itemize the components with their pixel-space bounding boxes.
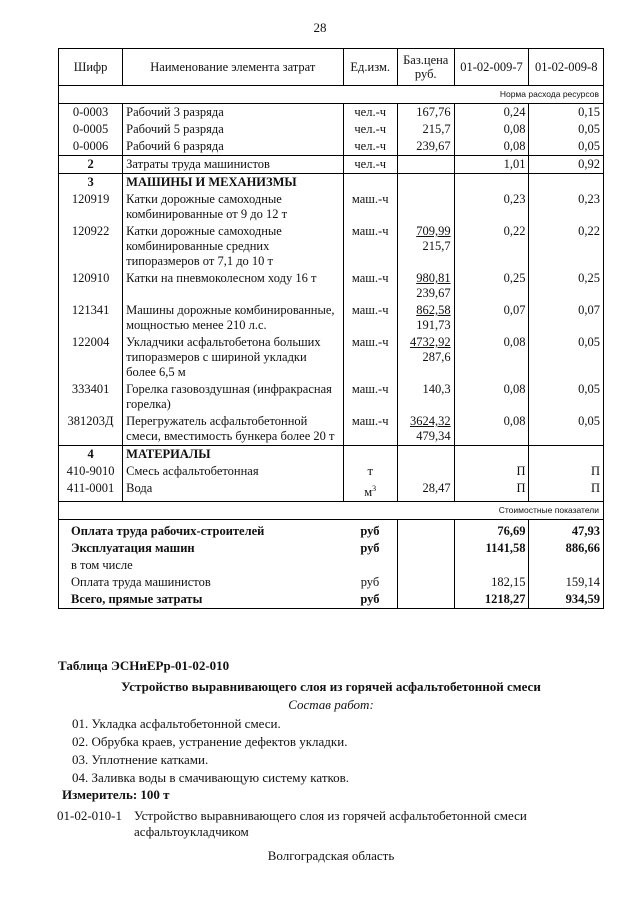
row-price-main: 3624,32: [409, 414, 451, 428]
row-b: 0,05: [529, 121, 604, 138]
row-name: Катки на пневмоколесном ходу 16 т: [123, 270, 343, 302]
row-b: 0,05: [529, 138, 604, 156]
row-a: П: [454, 463, 529, 480]
empty-cell: [397, 174, 454, 192]
row-a: 0,22: [454, 223, 529, 270]
table-row: [59, 302, 604, 334]
row-name: Катки дорожные самоходные комбинированные средних типоразмеров от 7,1 до 10 т: [123, 223, 343, 270]
header-base-price: Баз.цена руб.: [397, 49, 454, 86]
row-name: Перегружатель асфальтобетонной смеси, вместимость бункера более 20 т: [123, 413, 343, 446]
summary-unit: руб: [343, 520, 397, 541]
row-price-labor: 191,73: [416, 318, 451, 332]
row-name: Горелка газовоздушная (инфракрасная горелка): [123, 381, 343, 413]
row-a: 1,01: [454, 156, 529, 174]
empty-cell: [529, 174, 604, 192]
row-price: [397, 302, 454, 334]
summary-row: [59, 557, 604, 574]
row-b: 0,92: [529, 156, 604, 174]
table-row: [59, 104, 604, 122]
row-unit: маш.-ч: [343, 270, 397, 302]
row-price: [397, 191, 454, 223]
summary-b: [529, 557, 604, 574]
row-name: Рабочий 3 разряда: [123, 104, 343, 122]
summary-a: 1141,58: [454, 540, 529, 557]
row-unit: чел.-ч: [343, 104, 397, 122]
cost-note: Стоимостные показатели: [59, 502, 604, 520]
row-unit: [343, 480, 397, 502]
empty-cell: [397, 520, 454, 541]
row-code: 0-0003: [59, 104, 123, 122]
header-code: Шифр: [59, 49, 123, 86]
row-code: 0-0005: [59, 121, 123, 138]
row-price: [397, 463, 454, 480]
header-name: Наименование элемента затрат: [123, 49, 343, 86]
summary-row: [59, 520, 604, 541]
work-item: 03. Уплотнение катками.: [72, 752, 209, 767]
section-header-row: [59, 174, 604, 192]
row-price: [397, 413, 454, 446]
summary-b: 886,66: [529, 540, 604, 557]
row-price-labor: 287,6: [422, 350, 451, 364]
row-code: 120919: [59, 191, 123, 223]
row-name: Рабочий 5 разряда: [123, 121, 343, 138]
row-unit: маш.-ч: [343, 334, 397, 381]
row-price-labor: 215,7: [422, 239, 451, 253]
empty-cell: [343, 174, 397, 192]
row-price-main: 980,81: [416, 271, 451, 285]
row-code: 411-0001: [59, 480, 123, 502]
summary-unit: руб: [343, 540, 397, 557]
header-col-b: 01-02-009-8: [529, 49, 604, 86]
row-price-main: 862,58: [416, 303, 451, 317]
resource-norm-note: Норма расхода ресурсов: [59, 86, 604, 104]
row-name: Смесь асфальтобетонная: [123, 463, 343, 480]
section-code: 4: [59, 446, 123, 464]
row-b: П: [529, 480, 604, 502]
row-code: 0-0006: [59, 138, 123, 156]
summary-row: [59, 591, 604, 609]
row-code: 2: [59, 156, 123, 174]
measure-unit: Измеритель: 100 т: [62, 787, 170, 802]
composition-label: Состав работ:: [288, 697, 374, 712]
row-b: 0,23: [529, 191, 604, 223]
row-b: 0,05: [529, 381, 604, 413]
table-row: [59, 121, 604, 138]
row-name: Вода: [123, 480, 343, 502]
row-b: 0,07: [529, 302, 604, 334]
section-code: 3: [59, 174, 123, 192]
row-code: 120910: [59, 270, 123, 302]
table-row: [59, 480, 604, 502]
row-a: 0,24: [454, 104, 529, 122]
row-b: 0,15: [529, 104, 604, 122]
empty-cell: [397, 446, 454, 464]
row-unit: чел.-ч: [343, 138, 397, 156]
table-row: [59, 270, 604, 302]
row-b: 0,05: [529, 334, 604, 381]
row-code: 121341: [59, 302, 123, 334]
row-name: Рабочий 6 разряда: [123, 138, 343, 156]
row-price-main: 709,99: [416, 224, 451, 238]
summary-unit: [343, 557, 397, 574]
summary-a: 182,15: [454, 574, 529, 591]
empty-cell: [343, 446, 397, 464]
row-unit: т: [343, 463, 397, 480]
row-a: П: [454, 480, 529, 502]
table-row: [59, 191, 604, 223]
section-header-row: [59, 446, 604, 464]
row-a: 0,25: [454, 270, 529, 302]
work-item: 02. Обрубка краев, устранение дефектов укладки.: [72, 734, 348, 749]
row-name: Катки дорожные самоходные комбинированные от 9 до 12 т: [123, 191, 343, 223]
entry-code: 01-02-010-1: [57, 808, 122, 823]
resource-table: [58, 48, 604, 609]
row-price: 28,47: [397, 480, 454, 502]
empty-cell: [397, 591, 454, 609]
row-unit: маш.-ч: [343, 191, 397, 223]
summary-unit: руб: [343, 574, 397, 591]
row-unit: маш.-ч: [343, 223, 397, 270]
summary-a: 1218,27: [454, 591, 529, 609]
summary-b: 159,14: [529, 574, 604, 591]
table-subtitle: Устройство выравнивающего слоя из горячей асфальтобетонной смеси: [121, 679, 541, 694]
row-unit: чел.-ч: [343, 156, 397, 174]
row-code: 333401: [59, 381, 123, 413]
norm-note-row: [59, 86, 604, 104]
header-unit: Ед.изм.: [343, 49, 397, 86]
row-price: 215,7: [397, 121, 454, 138]
row-price-main: 4732,92: [409, 335, 451, 349]
row-price: [397, 270, 454, 302]
row-code: 120922: [59, 223, 123, 270]
table-row: [59, 138, 604, 156]
row-price: 167,76: [397, 104, 454, 122]
summary-row: [59, 540, 604, 557]
row-name: Укладчики асфальтобетона больших типоразмеров с шириной укладки более 6,5 м: [123, 334, 343, 381]
table-row: [59, 413, 604, 446]
footer-region: Волгоградская область: [267, 848, 395, 863]
page-number: 28: [313, 20, 327, 35]
summary-a: [454, 557, 529, 574]
row-a: 0,07: [454, 302, 529, 334]
summary-label: Оплата труда рабочих-строителей: [59, 520, 344, 541]
entry-description: Устройство выравнивающего слоя из горячей асфальтобетонной смеси асфальтоукладчиком: [134, 808, 527, 839]
row-a: 0,08: [454, 138, 529, 156]
cost-note-row: [59, 502, 604, 520]
empty-cell: [397, 574, 454, 591]
section-title: МАШИНЫ И МЕХАНИЗМЫ: [123, 174, 343, 192]
row-code: 122004: [59, 334, 123, 381]
row-price: [397, 156, 454, 174]
table-title: Таблица ЭСНиЕРр-01-02-010: [58, 658, 230, 673]
work-item: 04. Заливка воды в смачивающую систему катков.: [72, 770, 350, 785]
unit-superscript: 3: [372, 484, 377, 493]
row-a: 0,23: [454, 191, 529, 223]
table-row: [59, 156, 604, 174]
empty-cell: [397, 557, 454, 574]
row-name: Машины дорожные комбинированные, мощностью менее 210 л.с.: [123, 302, 343, 334]
row-price: 239,67: [397, 138, 454, 156]
summary-a: 76,69: [454, 520, 529, 541]
row-b: 0,05: [529, 413, 604, 446]
table-row: [59, 223, 604, 270]
summary-label: в том числе: [59, 557, 344, 574]
row-price-labor: 239,67: [416, 286, 451, 300]
summary-label: Оплата труда машинистов: [59, 574, 344, 591]
row-a: 0,08: [454, 381, 529, 413]
row-unit: маш.-ч: [343, 381, 397, 413]
row-code: 410-9010: [59, 463, 123, 480]
row-b: 0,22: [529, 223, 604, 270]
row-unit: маш.-ч: [343, 413, 397, 446]
section-title: МАТЕРИАЛЫ: [123, 446, 343, 464]
row-unit: чел.-ч: [343, 121, 397, 138]
work-item: 01. Укладка асфальтобетонной смеси.: [72, 716, 281, 731]
row-b: П: [529, 463, 604, 480]
row-name: Затраты труда машинистов: [123, 156, 343, 174]
header-col-a: 01-02-009-7: [454, 49, 529, 86]
row-code: 381203Д: [59, 413, 123, 446]
table-row: [59, 334, 604, 381]
unit-text: м: [364, 485, 373, 500]
summary-b: 934,59: [529, 591, 604, 609]
summary-unit: руб: [343, 591, 397, 609]
table-row: [59, 463, 604, 480]
row-a: 0,08: [454, 334, 529, 381]
row-a: 0,08: [454, 413, 529, 446]
summary-label: Всего, прямые затраты: [59, 591, 344, 609]
row-price: [397, 223, 454, 270]
table-header-row: [59, 49, 604, 86]
table-row: [59, 381, 604, 413]
summary-row: [59, 574, 604, 591]
row-price-labor: 479,34: [416, 429, 451, 443]
row-a: 0,08: [454, 121, 529, 138]
row-b: 0,25: [529, 270, 604, 302]
row-price: [397, 334, 454, 381]
empty-cell: [454, 446, 529, 464]
row-price: [397, 381, 454, 413]
summary-b: 47,93: [529, 520, 604, 541]
empty-cell: [529, 446, 604, 464]
empty-cell: [397, 540, 454, 557]
row-price-main: 140,3: [422, 382, 451, 396]
row-unit: маш.-ч: [343, 302, 397, 334]
empty-cell: [454, 174, 529, 192]
summary-label: Эксплуатация машин: [59, 540, 344, 557]
